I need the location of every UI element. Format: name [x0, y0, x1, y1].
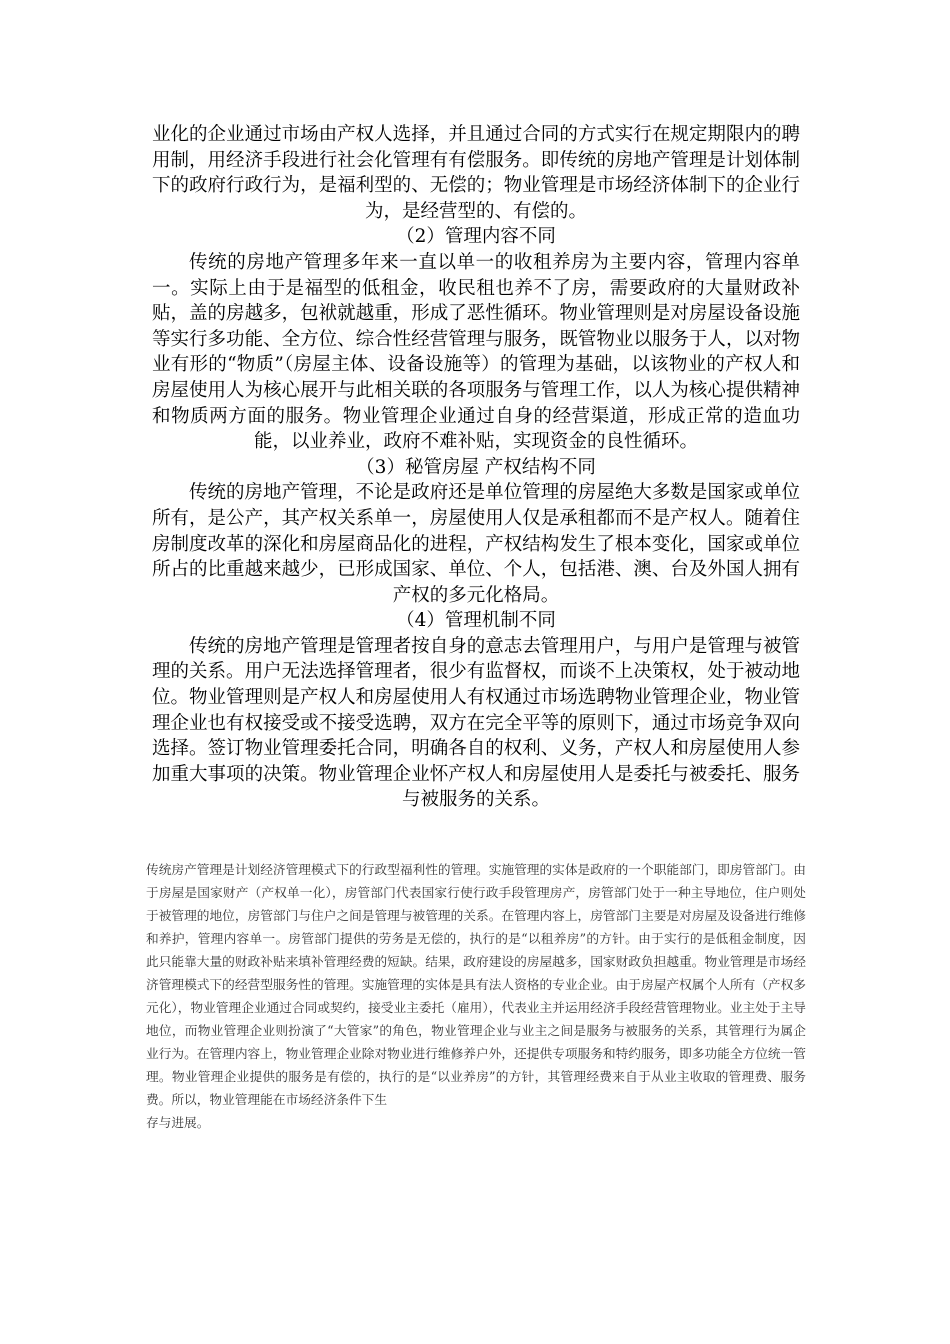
paragraph-intro: 业化的企业通过市场由产权人选择，并且通过合同的方式实行在规定期限内的聘用制，用经济手段进行社会化管理有有偿服务。即传统的房地产管理是计划体制下的政府行政行为，是福利型的、无偿的；物业管理是市场经济体制下的企业行为，是经营型的、有偿的。	[152, 124, 800, 222]
section-heading-2: （2）管理内容不同	[396, 226, 556, 248]
section-heading-4: （4）管理机制不同	[396, 610, 556, 632]
paragraph-property-structure: 传统的房地产管理，不论是政府还是单位管理的房屋绝大多数是国家或单位所有，是公产，其产权关系单一，房屋使用人仅是承租都而不是产权人。随着住房制度改革的深化和房屋商品化的进程，产权结构发生了根本变化，国家或单位所占的比重越来越少，已形成国家、单位、个人，包括港、澳、台及外国人拥有产权的多元化格局。	[152, 482, 800, 606]
main-text	[152, 122, 800, 813]
notes-paragraph-end: 存与进展。	[146, 1115, 210, 1130]
notes-text	[146, 858, 806, 1134]
section-heading-3: （3）秘管房屋 产权结构不同	[356, 456, 596, 478]
notes-paragraph: 传统房产管理是计划经济管理模式下的行政型福利性的管理。实施管理的实体是政府的一个职能部门，即房管部门。由于房屋是国家财产（产权单一化），房管部门代表国家行使行政手段管理房产，房管部门处于一种主导地位，住户则处于被管理的地位，房管部门与住户之间是管理与被管理的关系。在管理内容上，房管部门主要是对房屋及设备进行维修和养护，管理内容单一。房管部门提供的劳务是无偿的，执行的是“以租养房”的方针。由于实行的是低租金制度，因此只能靠大量的财政补贴来填补管理经费的短缺。结果，政府建设的房屋越多，国家财政负担越重。物业管理是市场经济管理模式下的经营型服务性的管理。实施管理的实体是具有法人资格的专业企业。由于房屋产权属个人所有（产权多元化），物业管理企业通过合同或契约，接受业主委托（雇用），代表业主并运用经济手段经营管理物业。业主处于主导地位，而物业管理企业则扮演了“大管家”的角色，物业管理企业与业主之间是服务与被服务的关系，其管理行为属企业行为。在管理内容上，物业管理企业除对物业进行维修养户外，还提供专项服务和特约服务，即多功能全方位统一管理。物业管理企业提供的服务是有偿的，执行的是“以业养房”的方针，其管理经费来自于从业主收取的管理费、服务费。所以，物业管理能在市场经济条件下生	[146, 862, 806, 1107]
paragraph-management-mechanism: 传统的房地产管理是管理者按自身的意志去管理用户，与用户是管理与被管理的关系。用户无法选择管理者，很少有监督权，而谈不上决策权，处于被动地位。物业管理则是产权人和房屋使用人有权通过市场选聘物业管理企业，物业管理企业也有权接受或不接受选聘，双方在完全平等的原则下，通过市场竞争双向选择。签订物业管理委托合同，明确各自的权利、义务，产权人和房屋使用人参加重大事项的决策。物业管理企业怀产权人和房屋使用人是委托与被委托、服务与被服务的关系。	[152, 635, 800, 811]
paragraph-management-content: 传统的房地产管理多年来一直以单一的收租养房为主要内容，管理内容单一。实际上由于是福型的低租金，收民租也养不了房，需要政府的大量财政补贴，盖的房越多，包袱就越重，形成了恶性循环。物业管理则是对房屋设备设施等实行多功能、全方位、综合性经营管理与服务，既管物业以服务于人，以对物业有形的“物质”（房屋主体、设备设施等）的管理为基础，以该物业的产权人和房屋使用人为核心展开与此相关联的各项服务与管理工作，以人为核心提供精神和物质两方面的服务。物业管理企业通过自身的经营渠道，形成正常的造血功能，以业养业，政府不难补贴，实现资金的良性循环。	[152, 251, 800, 453]
